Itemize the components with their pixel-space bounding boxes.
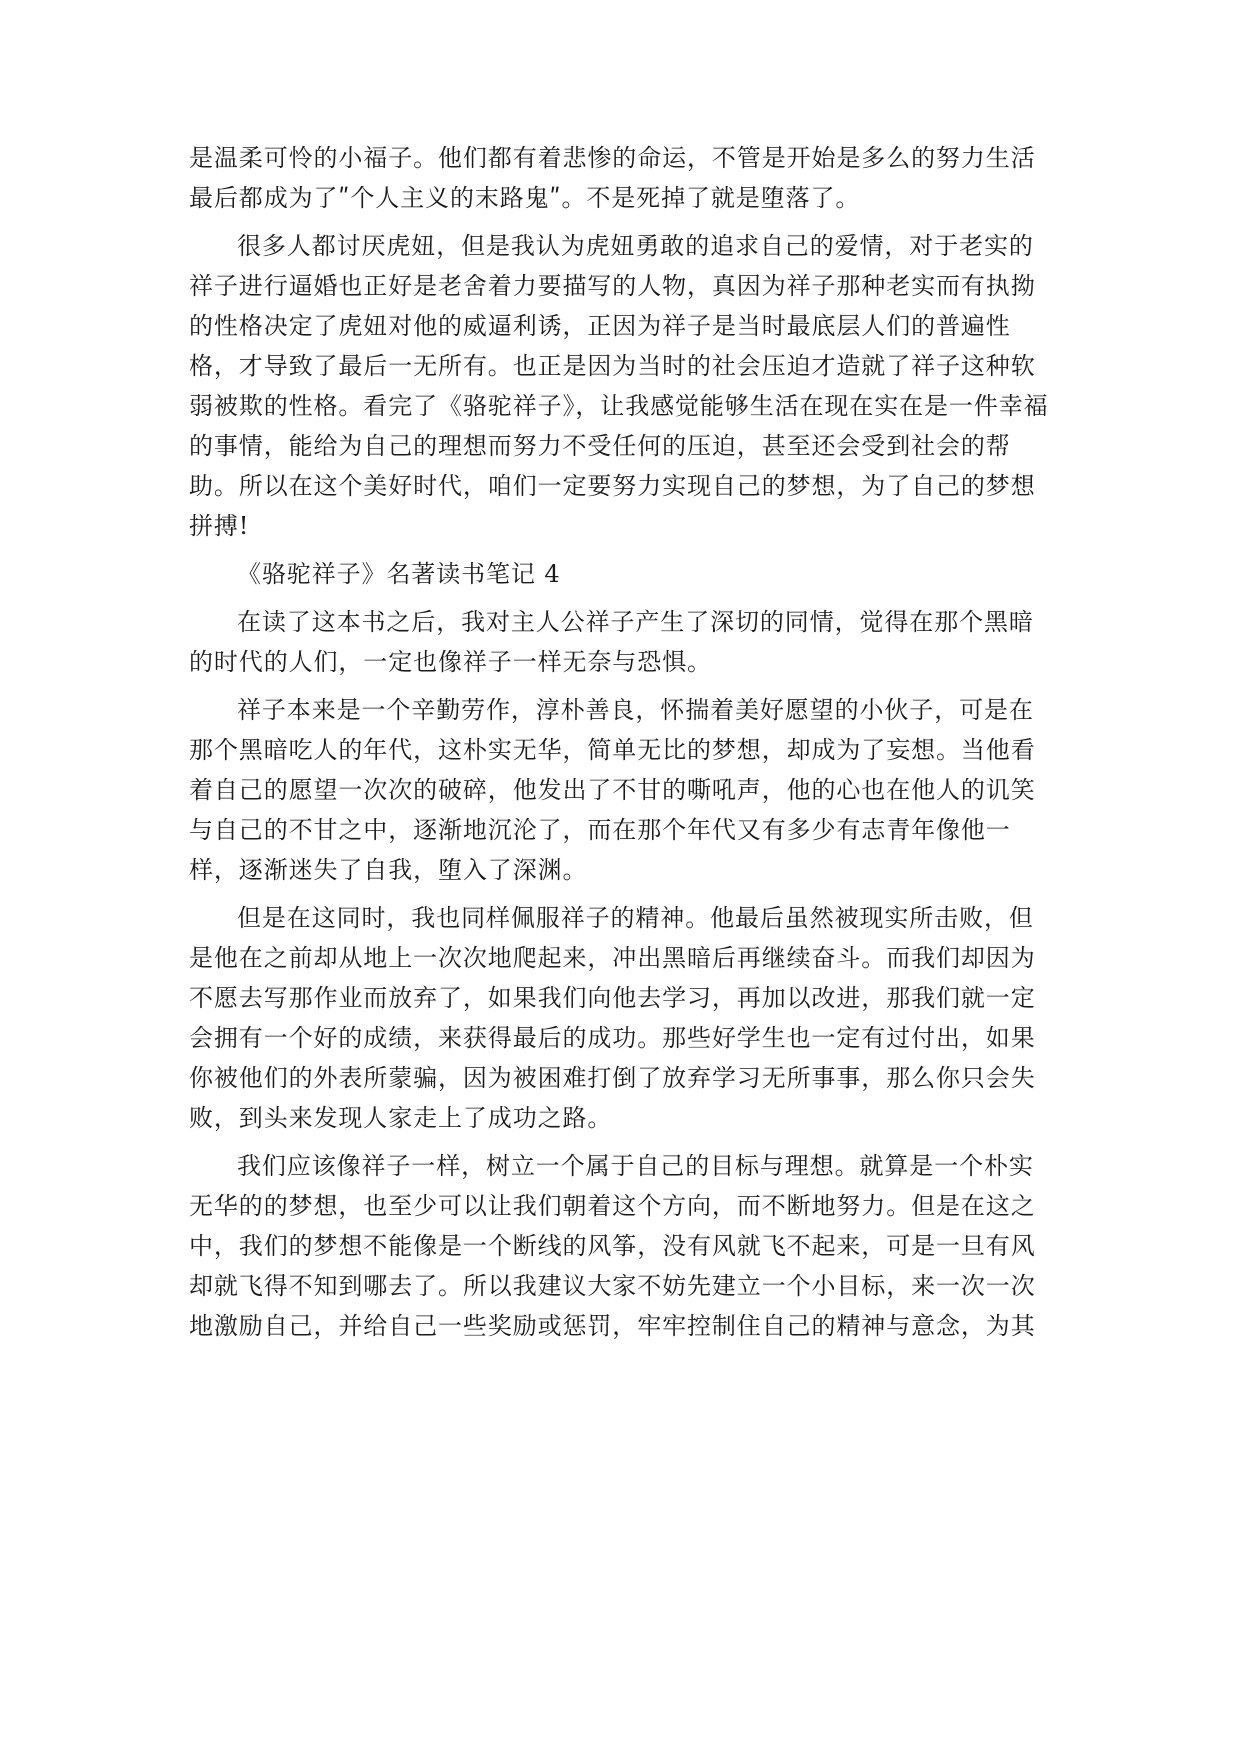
paragraph-line: 助。所以在这个美好时代，咱们一定要努力实现自己的梦想，为了自己的梦想	[189, 472, 1036, 500]
paragraph-line: 最后都成为了ʺ个人主义的末路鬼ʺ。不是死掉了就是堕落了。	[189, 184, 861, 212]
paragraph-line: 格，才导致了最后一无所有。也正是因为当时的社会压迫才造就了祥子这种软	[189, 352, 1036, 380]
paragraph-line: 中，我们的梦想不能像是一个断线的风筝，没有风就飞不起来，可是一旦有风	[189, 1232, 1036, 1260]
paragraph-first-line: 我们应该像祥子一样，树立一个属于自己的目标与理想。就算是一个朴实	[237, 1152, 1034, 1180]
paragraph-first-line: 很多人都讨厌虎妞，但是我认为虎妞勇敢的追求自己的爱情，对于老实的	[237, 232, 1034, 260]
paragraph-line: 祥子进行逼婚也正好是老舍着力要描写的人物，真因为祥子那种老实而有执拗	[189, 272, 1036, 300]
paragraph-line: 是温柔可怜的小福子。他们都有着悲惨的命运，不管是开始是多么的努力生活	[189, 144, 1036, 172]
paragraph-line: 你被他们的外表所蒙骗，因为被困难打倒了放弃学习无所事事，那么你只会失	[189, 1064, 1036, 1092]
paragraph-line: 是他在之前却从地上一次次地爬起来，冲出黑暗后再继续奋斗。而我们却因为	[189, 944, 1036, 972]
section-heading: 《骆驼祥子》名著读书笔记 4	[237, 560, 561, 588]
paragraph-line: 样，逐渐迷失了自我，堕入了深渊。	[189, 856, 588, 884]
paragraph-line: 却就飞得不知到哪去了。所以我建议大家不妨先建立一个小目标，来一次一次	[189, 1272, 1036, 1300]
paragraph-line: 会拥有一个好的成绩，来获得最后的成功。那些好学生也一定有过付出，如果	[189, 1024, 1036, 1052]
paragraph-line: 的性格决定了虎妞对他的威逼利诱，正因为祥子是当时最底层人们的普遍性	[189, 312, 1011, 340]
paragraph-first-line: 在读了这本书之后，我对主人公祥子产生了深切的同情，觉得在那个黑暗	[237, 608, 1034, 636]
paragraph-first-line: 祥子本来是一个辛勤劳作，淳朴善良，怀揣着美好愿望的小伙子，可是在	[237, 696, 1034, 724]
paragraph-line: 的时代的人们，一定也像祥子一样无奈与恐惧。	[189, 648, 712, 676]
paragraph-line: 弱被欺的性格。看完了《骆驼祥子》，让我感觉能够生活在现在实在是一件幸福	[189, 392, 1049, 420]
paragraph-line: 无华的的梦想，也至少可以让我们朝着这个方向，而不断地努力。但是在这之	[189, 1192, 1036, 1220]
paragraph-line: 地激励自己，并给自己一些奖励或惩罚，牢牢控制住自己的精神与意念，为其	[189, 1312, 1036, 1340]
paragraph-line: 拼搏!	[189, 512, 250, 540]
paragraph-line: 那个黑暗吃人的年代，这朴实无华，简单无比的梦想，却成为了妄想。当他看	[189, 736, 1036, 764]
paragraph-first-line: 但是在这同时，我也同样佩服祥子的精神。他最后虽然被现实所击败，但	[237, 904, 1034, 932]
paragraph-line: 着自己的愿望一次次的破碎，他发出了不甘的嘶吼声，他的心也在他人的讥笑	[189, 776, 1036, 804]
paragraph-line: 的事情，能给为自己的理想而努力不受任何的压迫，甚至还会受到社会的帮	[189, 432, 1011, 460]
paragraph-line: 与自己的不甘之中，逐渐地沉沦了，而在那个年代又有多少有志青年像他一	[189, 816, 1011, 844]
paragraph-line: 败，到头来发现人家走上了成功之路。	[189, 1104, 613, 1132]
paragraph-line: 不愿去写那作业而放弃了，如果我们向他去学习，再加以改进，那我们就一定	[189, 984, 1036, 1012]
